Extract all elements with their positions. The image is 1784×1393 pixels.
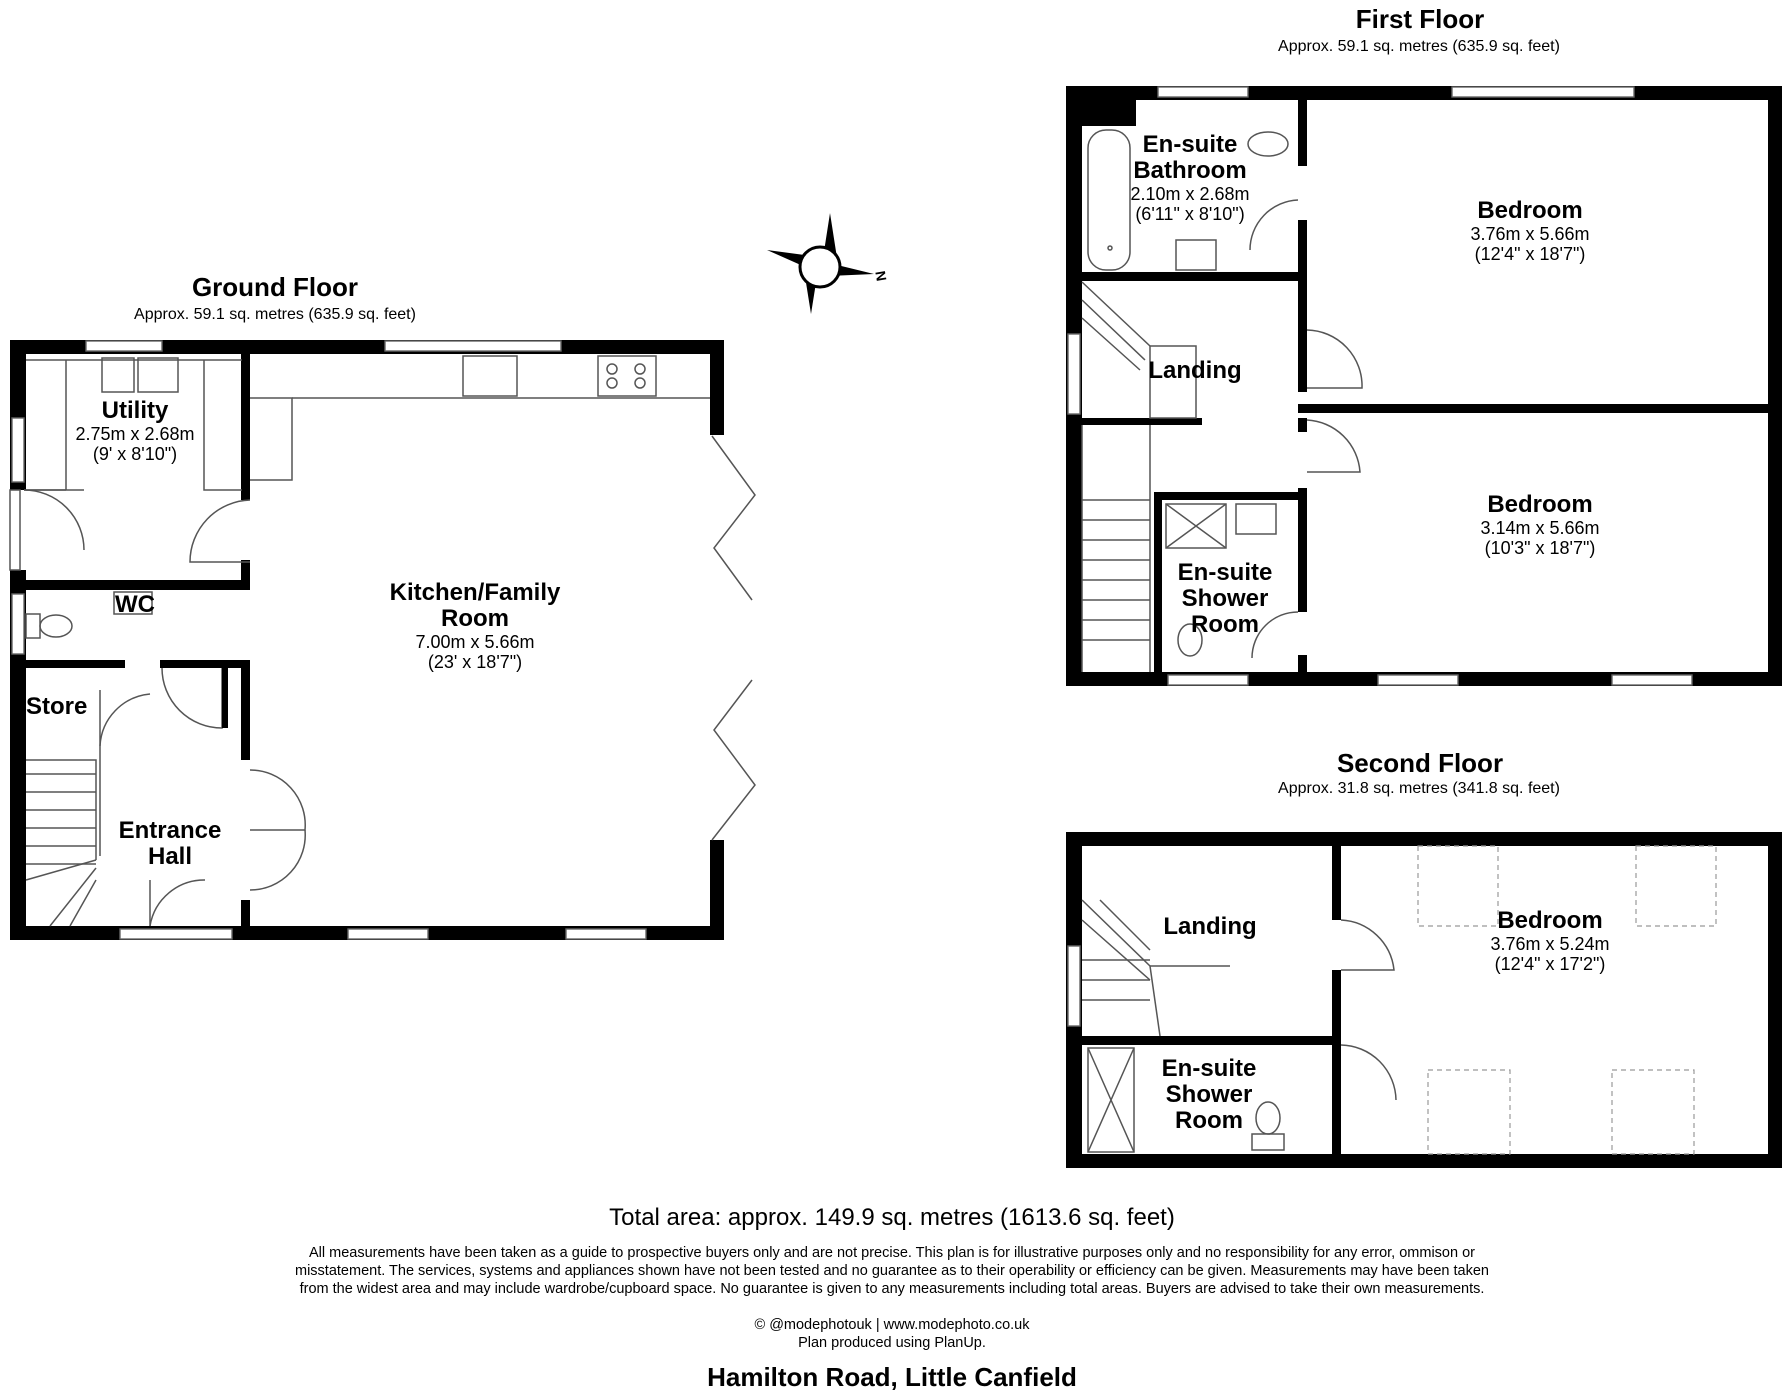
kitchen-dims-metric: 7.00m x 5.66m bbox=[415, 632, 535, 652]
utility-name: Utility bbox=[101, 397, 169, 424]
ground-floor-area: Approx. 59.1 sq. metres (635.9 sq. feet) bbox=[134, 306, 416, 323]
total-area: Total area: approx. 149.9 sq. metres (1613.6 sq. feet) bbox=[609, 1204, 1175, 1231]
wc-label: WC bbox=[115, 591, 155, 618]
first-floor-title: First Floor bbox=[1355, 4, 1485, 34]
bedroom2-name: Bedroom bbox=[1487, 491, 1593, 518]
entrance-hall-label bbox=[100, 818, 240, 870]
bedroom2-label bbox=[1450, 492, 1630, 558]
ensuite-bathroom-dims-imperial: (6'11" x 8'10") bbox=[1135, 204, 1245, 224]
ensuite-bathroom-dims-metric: 2.10m x 2.68m bbox=[1130, 184, 1250, 204]
produced-line: Plan produced using PlanUp. bbox=[798, 1335, 986, 1351]
second-bedroom-dims-imperial: (12'4" x 17'2") bbox=[1494, 954, 1606, 974]
second-floor-title: Second Floor bbox=[1336, 748, 1504, 778]
first-floor-area: Approx. 59.1 sq. metres (635.9 sq. feet) bbox=[1278, 38, 1560, 55]
second-floor-area: Approx. 31.8 sq. metres (341.8 sq. feet) bbox=[1278, 780, 1560, 797]
first-ensuite-shower-name-line1: En-suite bbox=[1177, 559, 1273, 586]
second-bedroom-name: Bedroom bbox=[1497, 907, 1603, 934]
second-landing-label: Landing bbox=[1163, 913, 1257, 940]
second-bedroom-label bbox=[1460, 908, 1640, 974]
store-label: Store bbox=[26, 693, 88, 720]
credits bbox=[0, 1316, 1784, 1352]
kitchen-dims-imperial: (23' x 18'7") bbox=[427, 652, 523, 672]
address-title: Hamilton Road, Little Canfield bbox=[707, 1362, 1077, 1392]
entrance-hall-name-line2: Hall bbox=[147, 843, 192, 870]
first-ensuite-shower-name-line2: Shower bbox=[1181, 585, 1269, 612]
ensuite-bathroom-label bbox=[1110, 132, 1270, 224]
second-ensuite-shower-name-line2: Shower bbox=[1165, 1081, 1253, 1108]
bedroom1-dims-imperial: (12'4" x 18'7") bbox=[1474, 244, 1586, 264]
ensuite-bathroom-name-line2: Bathroom bbox=[1133, 157, 1247, 184]
utility-label bbox=[60, 398, 210, 464]
disclaimer-line3: from the widest area and may include wardrobe/cupboard space. No guarantee is given to any measurements including total areas. Buyers are advised to take their own measurements. bbox=[299, 1281, 1485, 1297]
second-ensuite-shower-name-line1: En-suite bbox=[1161, 1055, 1257, 1082]
first-landing-label: Landing bbox=[1148, 357, 1242, 384]
disclaimer bbox=[0, 1244, 1784, 1298]
credit-line: © @modephotouk | www.modephoto.co.uk bbox=[754, 1317, 1030, 1333]
kitchen-name-line2: Room bbox=[441, 605, 509, 632]
disclaimer-line2: misstatement. The services, systems and appliances shown have not been tested and no guarantee as to their operability or efficiency can be given. Measurements may have been taken bbox=[295, 1263, 1489, 1279]
compass-rose bbox=[767, 213, 874, 314]
utility-dims-imperial: (9' x 8'10") bbox=[92, 444, 178, 464]
kitchen-label bbox=[350, 580, 600, 672]
entrance-hall-name-line1: Entrance bbox=[118, 817, 222, 844]
bedroom2-dims-metric: 3.14m x 5.66m bbox=[1480, 518, 1600, 538]
bedroom1-label bbox=[1440, 198, 1620, 264]
first-ensuite-shower-label bbox=[1160, 560, 1290, 638]
disclaimer-line1: All measurements have been taken as a guide to prospective buyers only and are not precise. This plan is for illustrative purposes only and no responsibility for any error, ommison or bbox=[309, 1245, 1475, 1261]
second-ensuite-shower-name-line3: Room bbox=[1175, 1107, 1243, 1134]
first-ensuite-shower-name-line3: Room bbox=[1191, 611, 1259, 638]
second-bedroom-dims-metric: 3.76m x 5.24m bbox=[1490, 934, 1610, 954]
ground-floor-title: Ground Floor bbox=[191, 272, 359, 302]
compass-north-label: N bbox=[872, 269, 890, 283]
bedroom1-dims-metric: 3.76m x 5.66m bbox=[1470, 224, 1590, 244]
utility-dims-metric: 2.75m x 2.68m bbox=[75, 424, 195, 444]
kitchen-name-line1: Kitchen/Family bbox=[389, 579, 561, 606]
second-ensuite-shower-label bbox=[1144, 1056, 1274, 1134]
bedroom2-dims-imperial: (10'3" x 18'7") bbox=[1484, 538, 1596, 558]
bedroom1-name: Bedroom bbox=[1477, 197, 1583, 224]
ensuite-bathroom-name-line1: En-suite bbox=[1142, 131, 1238, 158]
